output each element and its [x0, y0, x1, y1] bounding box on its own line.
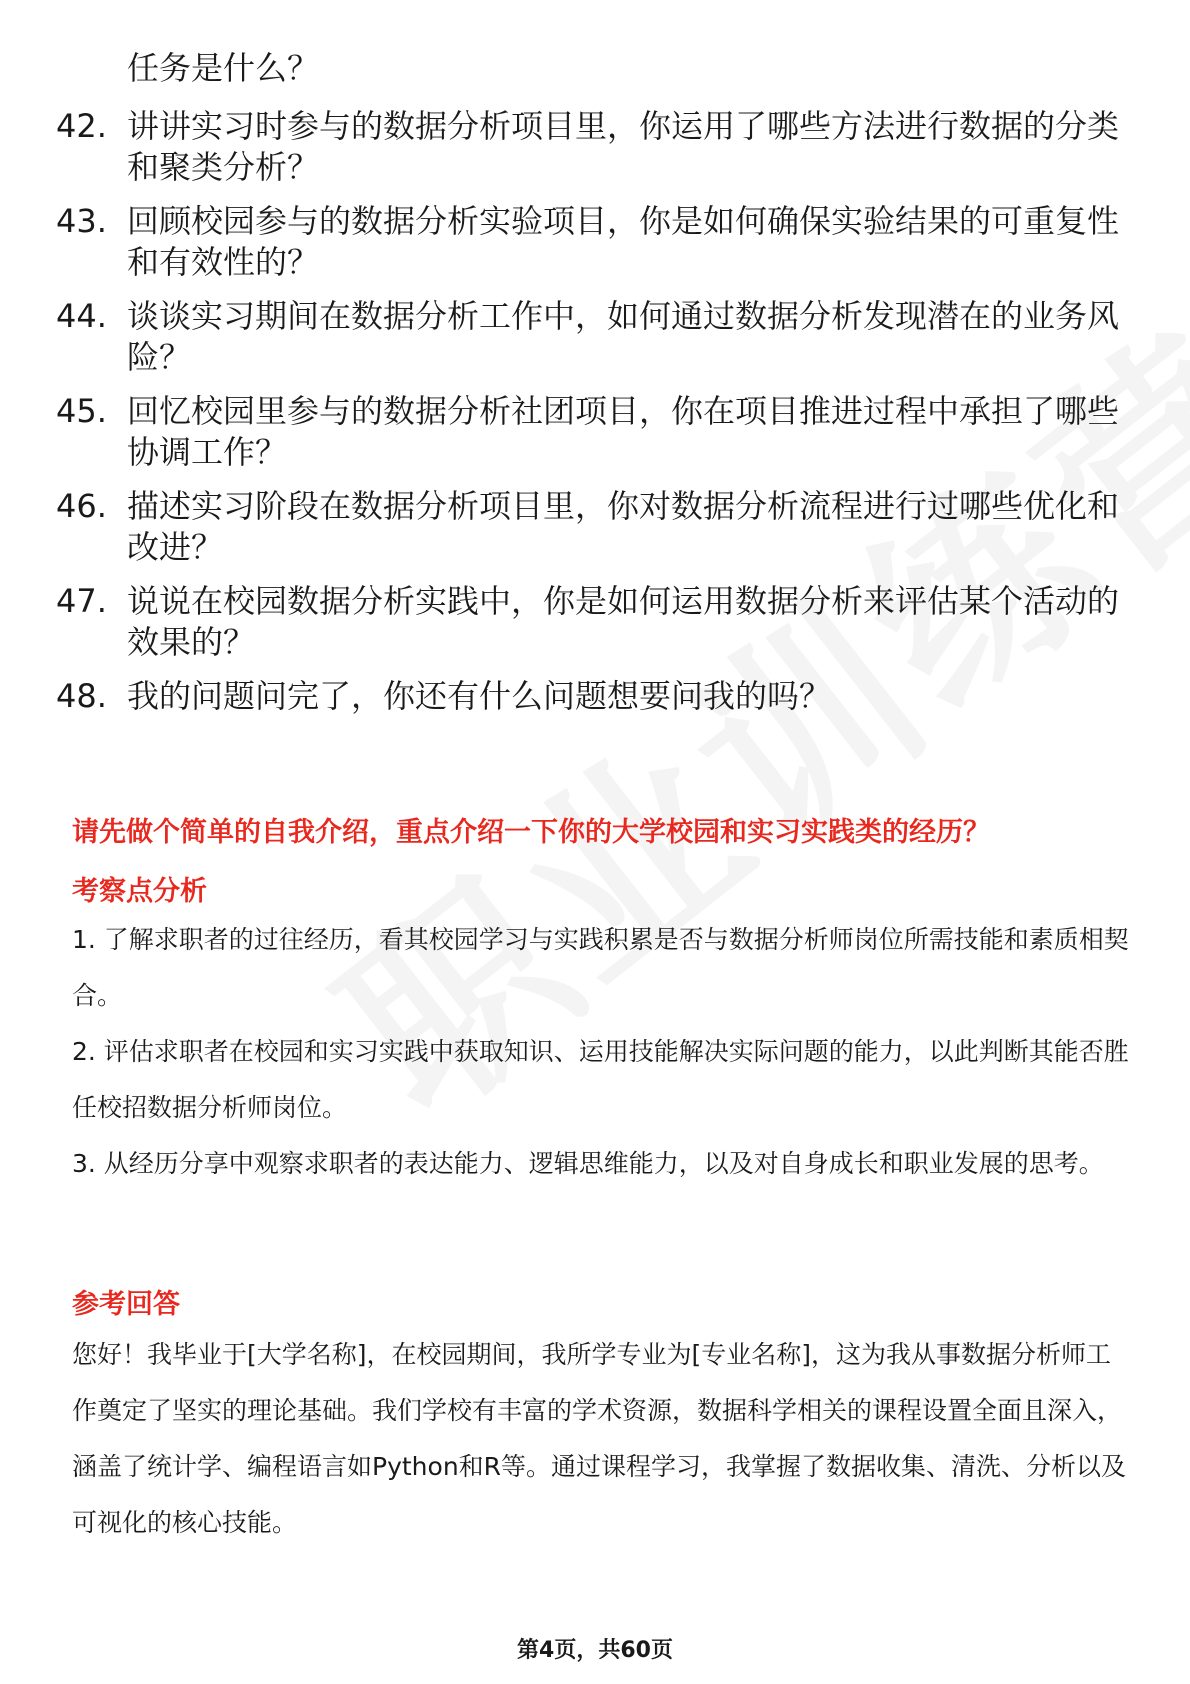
- question-number: 47.: [56, 582, 107, 620]
- question-text: 回忆校园里参与的数据分析社团项目，你在项目推进过程中承担了哪些协调工作？: [127, 392, 1120, 471]
- question-item: [56, 106, 1136, 188]
- question-text: 讲讲实习时参与的数据分析项目里，你运用了哪些方法进行数据的分类和聚类分析？: [127, 107, 1120, 186]
- question-text: 回顾校园参与的数据分析实验项目，你是如何确保实验结果的可重复性和有效性的？: [127, 202, 1120, 281]
- question-continued-text: 任务是什么？: [127, 49, 320, 87]
- featured-question-title: 请先做个简单的自我介绍，重点介绍一下你的大学校园和实习实践类的经历？: [72, 817, 990, 848]
- analysis-point: 3. 从经历分享中观察求职者的表达能力、逻辑思维能力，以及对自身成长和职业发展的思考。: [72, 1149, 1104, 1178]
- question-item: [56, 391, 1136, 473]
- question-number: 42.: [56, 107, 107, 145]
- answer-text: 您好！我毕业于[大学名称]，在校园期间，我所学专业为[专业名称]，这为我从事数据分析师工作奠定了坚实的理论基础。我们学校有丰富的学术资源，数据科学相关的课程设置全面且深入，涵盖了统计学、编程语言如Python和R等。通过课程学习，我掌握了数据收集、清洗、分析以及可视化的核心技能。: [72, 1340, 1127, 1537]
- question-number: 43.: [56, 202, 107, 240]
- question-item: [56, 581, 1136, 663]
- question-item: [56, 296, 1136, 378]
- question-text: 说说在校园数据分析实践中，你是如何运用数据分析来评估某个活动的效果的？: [127, 582, 1120, 661]
- question-item: [56, 676, 1136, 717]
- answer-heading: 参考回答: [72, 1289, 180, 1320]
- question-number: 46.: [56, 487, 107, 525]
- question-number: 48.: [56, 677, 107, 715]
- question-number: 45.: [56, 392, 107, 430]
- question-number: 44.: [56, 297, 107, 335]
- question-item: [56, 486, 1136, 568]
- analysis-point: 2. 评估求职者在校园和实习实践中获取知识、运用技能解决实际问题的能力，以此判断其能否胜任校招数据分析师岗位。: [72, 1037, 1129, 1122]
- question-text: 谈谈实习期间在数据分析工作中，如何通过数据分析发现潜在的业务风险？: [127, 297, 1120, 376]
- question-item: [56, 201, 1136, 283]
- question-text: 描述实习阶段在数据分析项目里，你对数据分析流程进行过哪些优化和改进？: [127, 487, 1120, 566]
- analysis-point: 1. 了解求职者的过往经历，看其校园学习与实践积累是否与数据分析师岗位所需技能和素质相契合。: [72, 925, 1129, 1010]
- page-number-footer: 第4页，共60页: [517, 1638, 673, 1663]
- analysis-heading: 考察点分析: [72, 876, 207, 907]
- question-text: 我的问题问完了，你还有什么问题想要问我的吗？: [127, 677, 832, 715]
